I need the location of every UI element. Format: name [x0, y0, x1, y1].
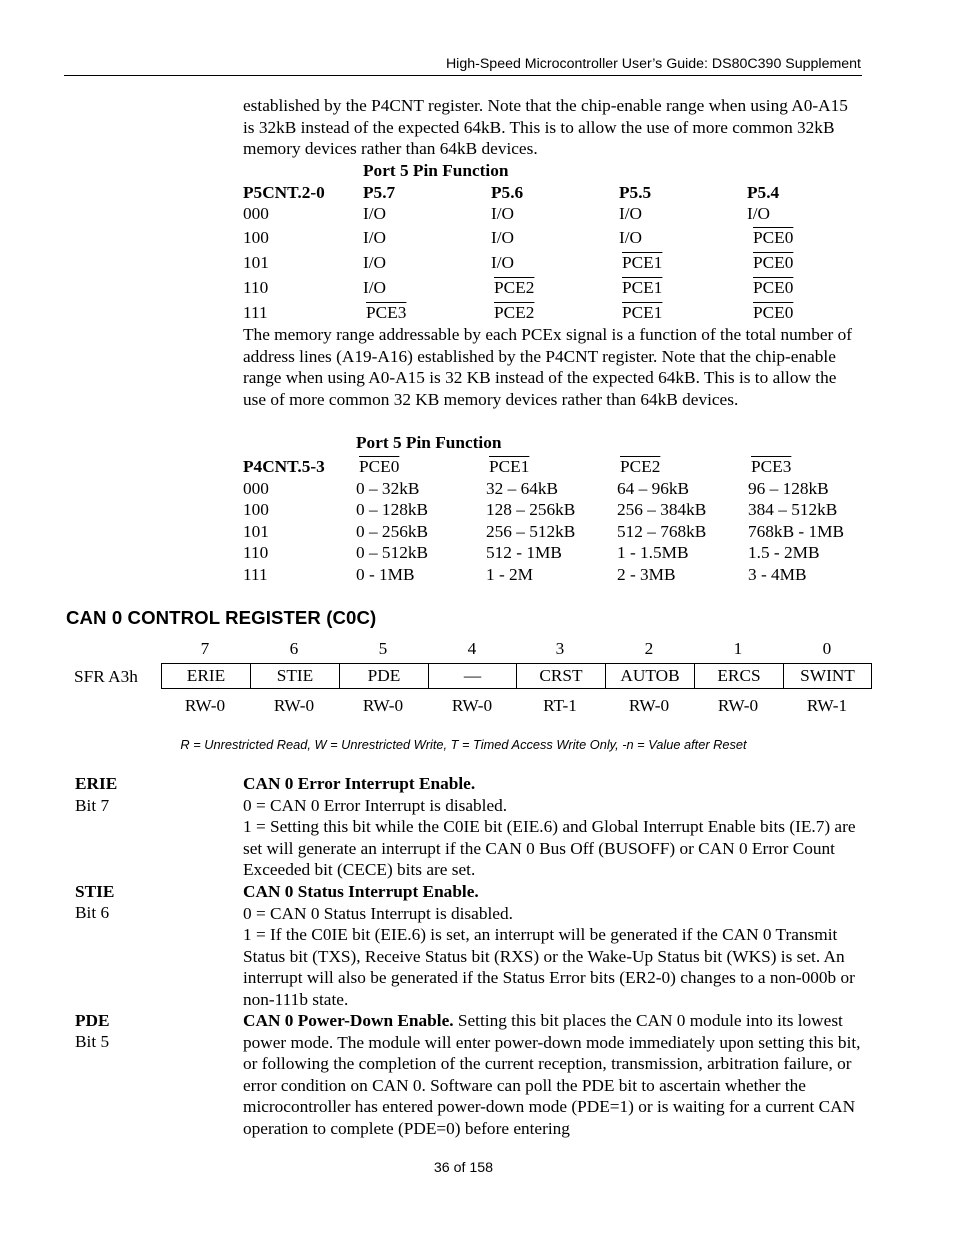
table-row	[243, 249, 847, 274]
table-cell: 101	[243, 253, 269, 272]
table-row	[243, 203, 847, 225]
bit-clear-description: 0 = CAN 0 Error Interrupt is disabled.	[243, 795, 508, 815]
table-cell: I/O	[363, 228, 387, 247]
table-header-cell: P5.6	[491, 182, 524, 202]
table-cell: 0 - 1MB	[356, 564, 415, 584]
reset-value: RW-0	[717, 696, 759, 715]
bit-description-stie	[243, 881, 868, 1010]
bit-number: 3	[555, 639, 565, 658]
table-cell: 000	[243, 204, 269, 223]
table-cell: 100	[243, 228, 269, 247]
table-cell: 111	[243, 303, 268, 322]
reset-value: RW-0	[184, 696, 226, 715]
table-cell: 0 – 128kB	[356, 500, 429, 519]
table-row	[243, 564, 868, 586]
table-cell: I/O	[619, 228, 643, 247]
page-number: 36 of 158	[433, 1160, 494, 1176]
table-header-cell: PCE2	[620, 456, 661, 476]
table-cell: PCE2	[494, 278, 535, 297]
reset-value: RT-1	[543, 696, 577, 715]
running-header: High-Speed Microcontroller User’s Guide: DS80C390 Supplement	[445, 56, 861, 72]
table-header-cell: P4CNT.5-3	[243, 456, 325, 476]
bit-body-pde: Setting this bit places the CAN 0 module into its lowest power mode. The module will enter power-down mode immediately upon setting this bit, or following the completion of the current reception, transmission, arbitration failure, or error condition on CAN 0. Software can poll the PDE bit to ascertain whether the microcontroller has entered power-down mode (PDE=1) or is waiting for a current CAN operation to complete (PDE=0) before entering	[243, 1011, 861, 1138]
table-cell: 101	[243, 521, 269, 541]
table-row	[243, 274, 847, 299]
register-bit-cell: ERIE	[161, 663, 250, 689]
bit-position-pde: Bit 5	[75, 1032, 110, 1051]
table-cell: 100	[243, 500, 269, 519]
table-cell: 110	[243, 543, 269, 562]
table-row	[243, 542, 868, 564]
p4cnt-table	[243, 453, 868, 585]
bit-number: 0	[822, 639, 832, 658]
table-cell: 000	[243, 478, 269, 498]
table-cell: I/O	[491, 204, 515, 223]
bit-name-pde: PDE	[75, 1011, 110, 1030]
table-cell: 0 – 32kB	[356, 478, 420, 498]
table-cell: I/O	[619, 204, 643, 223]
p4cnt-table-title: Port 5 Pin Function	[356, 433, 502, 452]
table-header-cell: P5CNT.2-0	[243, 182, 325, 202]
table-cell: 0 – 256kB	[356, 521, 429, 541]
table-header-cell: PCE0	[359, 456, 400, 476]
bit-position-stie: Bit 6	[75, 903, 110, 922]
table-cell: 3 - 4MB	[748, 564, 807, 584]
table-cell: 1.5 - 2MB	[748, 543, 820, 562]
reset-value: RW-0	[362, 696, 404, 715]
register-bit-cell: PDE	[339, 663, 428, 689]
reset-value: RW-0	[451, 696, 493, 715]
table-cell: I/O	[363, 278, 387, 297]
table-header-cell: PCE3	[751, 456, 792, 476]
bit-name-erie: ERIE	[75, 774, 118, 793]
table-row	[243, 225, 847, 249]
table-cell: PCE3	[366, 303, 407, 322]
table-cell: 64 – 96kB	[617, 478, 690, 498]
table-cell: PCE0	[753, 303, 794, 322]
register-bit-cell: —	[428, 663, 516, 689]
table-cell: PCE1	[622, 253, 663, 272]
table-header-row	[243, 181, 847, 203]
bit-position-erie: Bit 7	[75, 796, 110, 815]
table-row	[243, 299, 847, 324]
table-row	[243, 499, 868, 521]
table-cell: 256 – 384kB	[617, 500, 707, 519]
table-cell: 256 – 512kB	[486, 521, 576, 541]
register-bit-cell: CRST	[516, 663, 605, 689]
table-cell: PCE0	[753, 278, 794, 297]
table-row	[243, 521, 868, 543]
header-divider	[64, 75, 862, 76]
bit-title-pde: CAN 0 Power-Down Enable.	[243, 1011, 454, 1030]
bit-title-stie: CAN 0 Status Interrupt Enable.	[243, 882, 479, 901]
table-header-cell: P5.4	[747, 182, 780, 202]
bit-name-stie: STIE	[75, 882, 115, 901]
table-cell: 768kB - 1MB	[748, 521, 845, 541]
table-cell: I/O	[491, 228, 515, 247]
table-cell: 1 - 2M	[486, 564, 534, 584]
bit-title-erie: CAN 0 Error Interrupt Enable.	[243, 774, 476, 793]
table-cell: PCE0	[753, 253, 794, 272]
reset-value: RW-0	[628, 696, 670, 715]
table-cell: I/O	[747, 204, 771, 223]
table-cell: PCE1	[622, 278, 663, 297]
table-cell: I/O	[363, 253, 387, 272]
table-cell: 128 – 256kB	[486, 500, 576, 519]
table-cell: 512 – 768kB	[617, 521, 707, 541]
table-cell: 32 – 64kB	[486, 478, 559, 498]
table-cell: PCE2	[494, 303, 535, 322]
table-cell: 384 – 512kB	[748, 500, 838, 519]
bit-number: 1	[733, 639, 743, 658]
table-cell: 1 - 1.5MB	[617, 543, 689, 562]
table-header-cell: P5.7	[363, 182, 396, 202]
table-cell: 96 – 128kB	[748, 478, 829, 498]
bit-description-pde	[243, 1010, 868, 1139]
table-cell: I/O	[491, 253, 515, 272]
table-cell: PCE0	[753, 228, 794, 247]
table-cell: 0 – 512kB	[356, 543, 429, 562]
bit-number: 7	[200, 639, 210, 658]
register-bit-cell: SWINT	[783, 663, 872, 689]
reset-value: RW-1	[806, 696, 848, 715]
p5cnt-table-title: Port 5 Pin Function	[363, 161, 509, 180]
bit-number: 6	[289, 639, 299, 658]
register-bit-cell: STIE	[250, 663, 339, 689]
register-legend: R = Unrestricted Read, W = Unrestricted Write, T = Timed Access Write Only, -n = Value after Reset	[180, 737, 747, 752]
bit-description-erie	[243, 773, 868, 881]
register-bit-cell: ERCS	[694, 663, 783, 689]
table-cell: I/O	[363, 204, 387, 223]
bit-number: 5	[378, 639, 388, 658]
table-header-row	[243, 453, 868, 477]
reset-value: RW-0	[273, 696, 315, 715]
bit-set-description: 1 = If the C0IE bit (EIE.6) is set, an interrupt will be generated if the CAN 0 Transmit Status bit (TXS), Receive Status bit (RXS) or the Wake-Up Status bit (WKS) is set. An interrupt will also be generated if the Status Error bits (ER2-0) changes to a non-000b or non-111b state.	[243, 925, 855, 1009]
bit-clear-description: 0 = CAN 0 Status Interrupt is disabled.	[243, 903, 513, 923]
memory-range-paragraph: The memory range addressable by each PCEx signal is a function of the total number of address lines (A19-A16) established by the P4CNT register. Note that the chip-enable range when using A0-A15 is 32 KB instead of the expected 64kB. This is to allow the use of more common 32 KB memory devices rather than 64kB devices.	[243, 325, 852, 409]
table-header-cell: P5.5	[619, 182, 652, 202]
p5cnt-table	[243, 181, 847, 324]
table-cell: 512 - 1MB	[486, 543, 562, 562]
table-cell: 111	[243, 564, 268, 584]
table-cell: 110	[243, 278, 269, 297]
section-heading: CAN 0 CONTROL REGISTER (C0C)	[66, 607, 377, 628]
bit-number: 2	[644, 639, 654, 658]
bit-number: 4	[467, 639, 477, 658]
register-bit-cell: AUTOB	[605, 663, 694, 689]
intro-paragraph: established by the P4CNT register. Note that the chip-enable range when using A0-A15 is 32kB instead of the expected 64kB. This is to allow the use of more common 32kB memory devices rather than 64kB devices.	[243, 96, 848, 158]
table-row	[243, 477, 868, 499]
bit-set-description: 1 = Setting this bit while the C0IE bit (EIE.6) and Global Interrupt Enable bits (IE.7) are set will generate an interrupt if the CAN 0 Bus Off (BUSOFF) or CAN 0 Error Count Exceeded bit (CECE) bits are set.	[243, 817, 856, 879]
table-cell: 2 - 3MB	[617, 564, 676, 584]
table-header-cell: PCE1	[489, 456, 530, 476]
table-cell: PCE1	[622, 303, 663, 322]
sfr-address-label: SFR A3h	[74, 667, 138, 686]
